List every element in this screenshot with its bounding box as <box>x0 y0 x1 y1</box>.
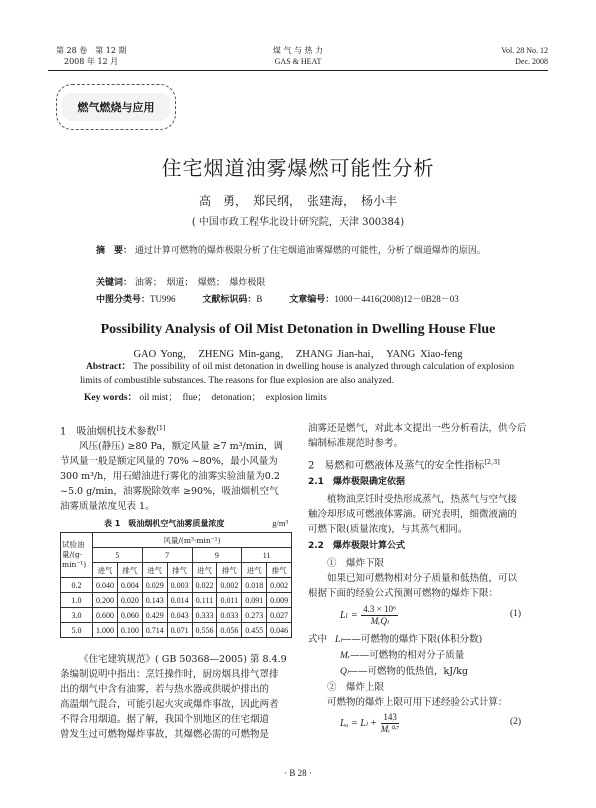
table-in-label: 进气 <box>142 563 167 578</box>
equation-2 <box>340 712 399 735</box>
para1-line: 300 m³/h，用石蜡油进行雾化的油雾实验油量为0.2 <box>60 471 280 483</box>
table-cell: 0.011 <box>217 593 242 608</box>
para2-line: 条编制说明中指出：烹饪操作时，厨房烟具排气罩排 <box>60 669 279 680</box>
para2-line: 《住宅建筑规范》( GB 50368—2005) 第 8.4.9 <box>79 654 287 665</box>
table-flow-value: 5 <box>93 548 143 563</box>
table-in-label: 进气 <box>242 563 267 578</box>
keywords-en-text: oil mist； flue； detonation； explosion limits <box>139 393 327 403</box>
title-en: Possibility Analysis of Oil Mist Detonation in Dwelling House Flue <box>100 322 496 337</box>
where-label: 式中 <box>308 634 328 645</box>
doc-code-value: B <box>256 294 263 304</box>
authors-cn: 高 勇， 郑民纲， 张建海， 杨小丰 <box>198 194 397 208</box>
right-para3-line: 根据下面的经验公式预测可燃物的爆炸下限： <box>308 588 499 600</box>
header-rule <box>48 70 548 71</box>
table-in-label: 进气 <box>192 563 217 578</box>
title-cn: 住宅烟道油雾爆燃可能性分析 <box>161 156 435 180</box>
left-column-para2 <box>60 652 292 742</box>
right-para1-line: 编制标准规范时参考。 <box>308 438 404 449</box>
table-cell: 0.714 <box>142 623 167 638</box>
eq2-numerator: 143 <box>381 712 400 724</box>
definitions <box>308 632 544 710</box>
keywords-cn-text: 油雾； 烟道； 爆燃； 爆炸极限 <box>134 278 266 288</box>
table-row <box>61 593 292 608</box>
table-cell: 0.043 <box>167 608 192 623</box>
para1-line: ~5.0 g/min，油雾脱除效率 ≥90%，吸油烟机空气 <box>60 486 279 498</box>
table-cell: 0.002 <box>267 578 292 593</box>
clc-label: 中图分类号： <box>96 295 151 305</box>
eq2-denominator: Mᵣ⁰·⁷ <box>380 724 400 734</box>
table-1-unit: g/m³ <box>272 518 288 528</box>
abstract-cn-text: 通过计算可燃物的爆炸极限分析了住宅烟道油雾爆燃的可能性，分析了烟道爆炸的原因。 <box>134 246 486 256</box>
table-cell: 0.056 <box>217 623 242 638</box>
table-out-label: 排气 <box>267 563 292 578</box>
table-out-label: 排气 <box>117 563 142 578</box>
table-out-label: 排气 <box>217 563 242 578</box>
eq2-fraction <box>381 712 400 735</box>
equation-2-number: (2) <box>510 717 522 727</box>
table-cell: 0.143 <box>142 593 167 608</box>
table-row <box>61 608 292 623</box>
table-cell: 0.333 <box>192 608 217 623</box>
section-2-1-heading: 2.1 爆炸极限确定依据 <box>308 477 405 488</box>
eq1-lhs-sub: l <box>345 611 348 620</box>
table-header-oil-line: 试验油 <box>62 540 85 549</box>
def-symbol: Qₗ <box>340 667 349 677</box>
table-out-label: 排气 <box>167 563 192 578</box>
abstract-cn <box>72 244 532 258</box>
table-cell: 3.0 <box>61 608 93 623</box>
definition-row <box>308 632 544 648</box>
table-cell: 0.033 <box>217 608 242 623</box>
right-para1-line: 油雾还是燃气，对此本文提出一些分析看法，供今后 <box>308 423 527 434</box>
journal-name-en: GAS & HEAT <box>274 57 322 66</box>
eq1-numerator: 4.3 × 10⁶ <box>363 604 397 614</box>
table-flow-value: 11 <box>242 548 292 563</box>
def-text: ——可燃物的爆炸下限(体积分数) <box>341 634 483 645</box>
para2-line: 不得合用烟道。据了解，我国个别地区的住宅烟道 <box>60 714 270 725</box>
table-row <box>61 623 292 638</box>
article-no-label: 文章编号： <box>289 295 335 305</box>
abstract-en <box>80 360 530 388</box>
table-cell: 0.2 <box>61 578 93 593</box>
clc-value: TU996 <box>150 294 176 304</box>
table-1-caption <box>60 518 292 529</box>
category-badge: 燃气燃烧与应用 <box>62 93 170 121</box>
table-cell: 0.556 <box>192 623 217 638</box>
table-flow-value: 7 <box>142 548 192 563</box>
para2-line: 曾发生过可燃物爆炸事故，其爆燃必需的可燃物是 <box>60 729 270 740</box>
table-cell: 0.100 <box>117 623 142 638</box>
table-cell: 0.027 <box>267 608 292 623</box>
table-cell: 0.020 <box>117 593 142 608</box>
def-symbol: Lₗ <box>335 635 342 645</box>
abstract-en-label: Abstract： <box>86 362 131 372</box>
table-cell: 0.002 <box>217 578 242 593</box>
journal-name-cn: 煤 气 与 热 力 <box>272 46 324 55</box>
table-header-oil-line: 量/(g· <box>62 550 83 559</box>
table-flow-value: 9 <box>192 548 242 563</box>
left-column <box>60 421 292 514</box>
keywords-cn <box>96 276 556 290</box>
definition-row <box>308 664 544 680</box>
table-header-oil <box>61 533 93 578</box>
right-para3-line: 如果已知可燃物相对分子质量和低热值，可以 <box>327 573 518 585</box>
item-upper-limit: ② 爆炸上限 <box>327 682 385 693</box>
table-cell: 5.0 <box>61 623 93 638</box>
table-1 <box>60 532 292 638</box>
right-para2-line: 触冷却形成可燃液体雾滴。研究表明，细微液滴的 <box>308 509 518 521</box>
doc-code-label: 文献标识码： <box>202 295 257 305</box>
journal-vol-en <box>478 45 548 67</box>
def-text: ——可燃物的低热值，kJ/kg <box>348 666 469 677</box>
table-cell: 0.060 <box>117 608 142 623</box>
eq2-lhs: Lᵤ = Lₗ + <box>340 718 377 729</box>
para1-line: 风压(静压) ≥80 Pa，额定风量 ≥7 m³/min，调 <box>79 441 283 453</box>
item-lower-limit: ① 爆炸下限 <box>327 558 385 570</box>
keywords-en <box>84 391 534 405</box>
table-cell: 0.029 <box>142 578 167 593</box>
table-cell: 0.200 <box>93 593 118 608</box>
journal-volume-issue <box>56 45 127 67</box>
table-cell: 1.000 <box>93 623 118 638</box>
table-cell: 0.071 <box>167 623 192 638</box>
section-2-heading <box>308 455 544 473</box>
equation-1-number: (1) <box>510 609 522 619</box>
table-cell: 0.004 <box>117 578 142 593</box>
right-para2-line: 可燃下限(质量浓度)，与其蒸气相同。 <box>308 524 468 536</box>
volume-issue-text: 第 28 卷 第 12 期 <box>56 46 127 55</box>
equation-1: L l = $\frac{\text{4.3 × 10⁶}}{\text{MᵣQₗ}}$ <box>340 604 397 626</box>
table-cell: 0.022 <box>192 578 217 593</box>
table-cell: 0.014 <box>167 593 192 608</box>
table-cell: 0.091 <box>242 593 267 608</box>
section-2-heading-text: 2 易燃和可燃液体及蒸气的安全性指标 <box>308 460 485 472</box>
classification-line <box>96 292 536 307</box>
table-cell: 0.009 <box>267 593 292 608</box>
para1-line: 油雾质量浓度见表 1。 <box>60 501 155 513</box>
para2-line: 高温烟气混合，可能引起火灾或爆炸事故，因此两者 <box>60 699 279 710</box>
right-para4-line: 可燃物的爆炸上限可用下述经验公式计算： <box>327 697 508 708</box>
article-no-value: 1000－4416(2008)12－0B28－03 <box>334 294 459 304</box>
table-cell: 0.600 <box>93 608 118 623</box>
para2-line: 出的烟气中含有油雾，若与热水器或供暖炉排出的 <box>60 684 270 695</box>
authors-en: GAO Yong， ZHENG Min-gang， ZHANG Jian-hai， YANG Xiao-feng <box>133 349 463 360</box>
vol-en-text: Vol. 28 No. 12 <box>501 46 548 55</box>
definition-row <box>308 648 544 664</box>
table-cell: 0.273 <box>242 608 267 623</box>
def-symbol: Mᵣ <box>340 651 351 661</box>
right-column <box>308 421 544 601</box>
table-in-label: 进气 <box>93 563 118 578</box>
keywords-cn-label: 关键词： <box>96 278 133 288</box>
keywords-en-label: Key words： <box>84 393 138 403</box>
section-2-2-heading: 2.2 爆炸极限计算公式 <box>308 541 405 552</box>
table-cell: 0.111 <box>192 593 217 608</box>
affiliation-cn: ( 中国市政工程华北设计研究院，天津 300384) <box>191 217 405 228</box>
journal-name <box>220 45 376 67</box>
abstract-cn-label: 摘 要： <box>96 246 133 256</box>
date-en-text: Dec. 2008 <box>515 57 548 66</box>
table-cell: 0.429 <box>142 608 167 623</box>
table-row <box>61 578 292 593</box>
table-cell: 0.040 <box>93 578 118 593</box>
right-para2-line: 植物油烹饪时受热形成蒸气，热蒸气与空气接 <box>327 494 518 506</box>
eq1-denominator: MᵣQₗ <box>370 616 389 626</box>
section-1-heading <box>60 421 292 439</box>
issue-date-text: 2008 年 12 月 <box>64 57 119 66</box>
table-header-flow: 风量/(m³·min⁻¹) <box>93 533 292 548</box>
abstract-en-text: The possibility of oil mist detonation in dwelling house is analyzed through calculation of explosion limits of combustible substances. The reasons for flue explosion are also analyzed. <box>80 362 515 386</box>
def-text: ——可燃物的相对分子质量 <box>350 650 465 661</box>
section-1-ref: [1] <box>156 424 166 432</box>
table-cell: 1.0 <box>61 593 93 608</box>
section-1-heading-text: 1 吸油烟机技术参数 <box>60 426 157 438</box>
section-2-ref: [2,3] <box>484 458 500 466</box>
table-header-oil-line: min⁻¹) <box>62 560 87 569</box>
page-number: · B 28 · <box>284 768 312 778</box>
para1-line: 节风量一般是额定风量的 70% ~80%，最小风量为 <box>60 456 278 468</box>
table-cell: 0.003 <box>167 578 192 593</box>
eq1-lhs: L <box>340 610 346 621</box>
table-cell: 0.455 <box>242 623 267 638</box>
table-cell: 0.046 <box>267 623 292 638</box>
table-1-title: 表 1 吸油烟机空气油雾质量浓度 <box>104 519 225 528</box>
table-cell: 0.018 <box>242 578 267 593</box>
eq1-fraction <box>361 604 398 627</box>
